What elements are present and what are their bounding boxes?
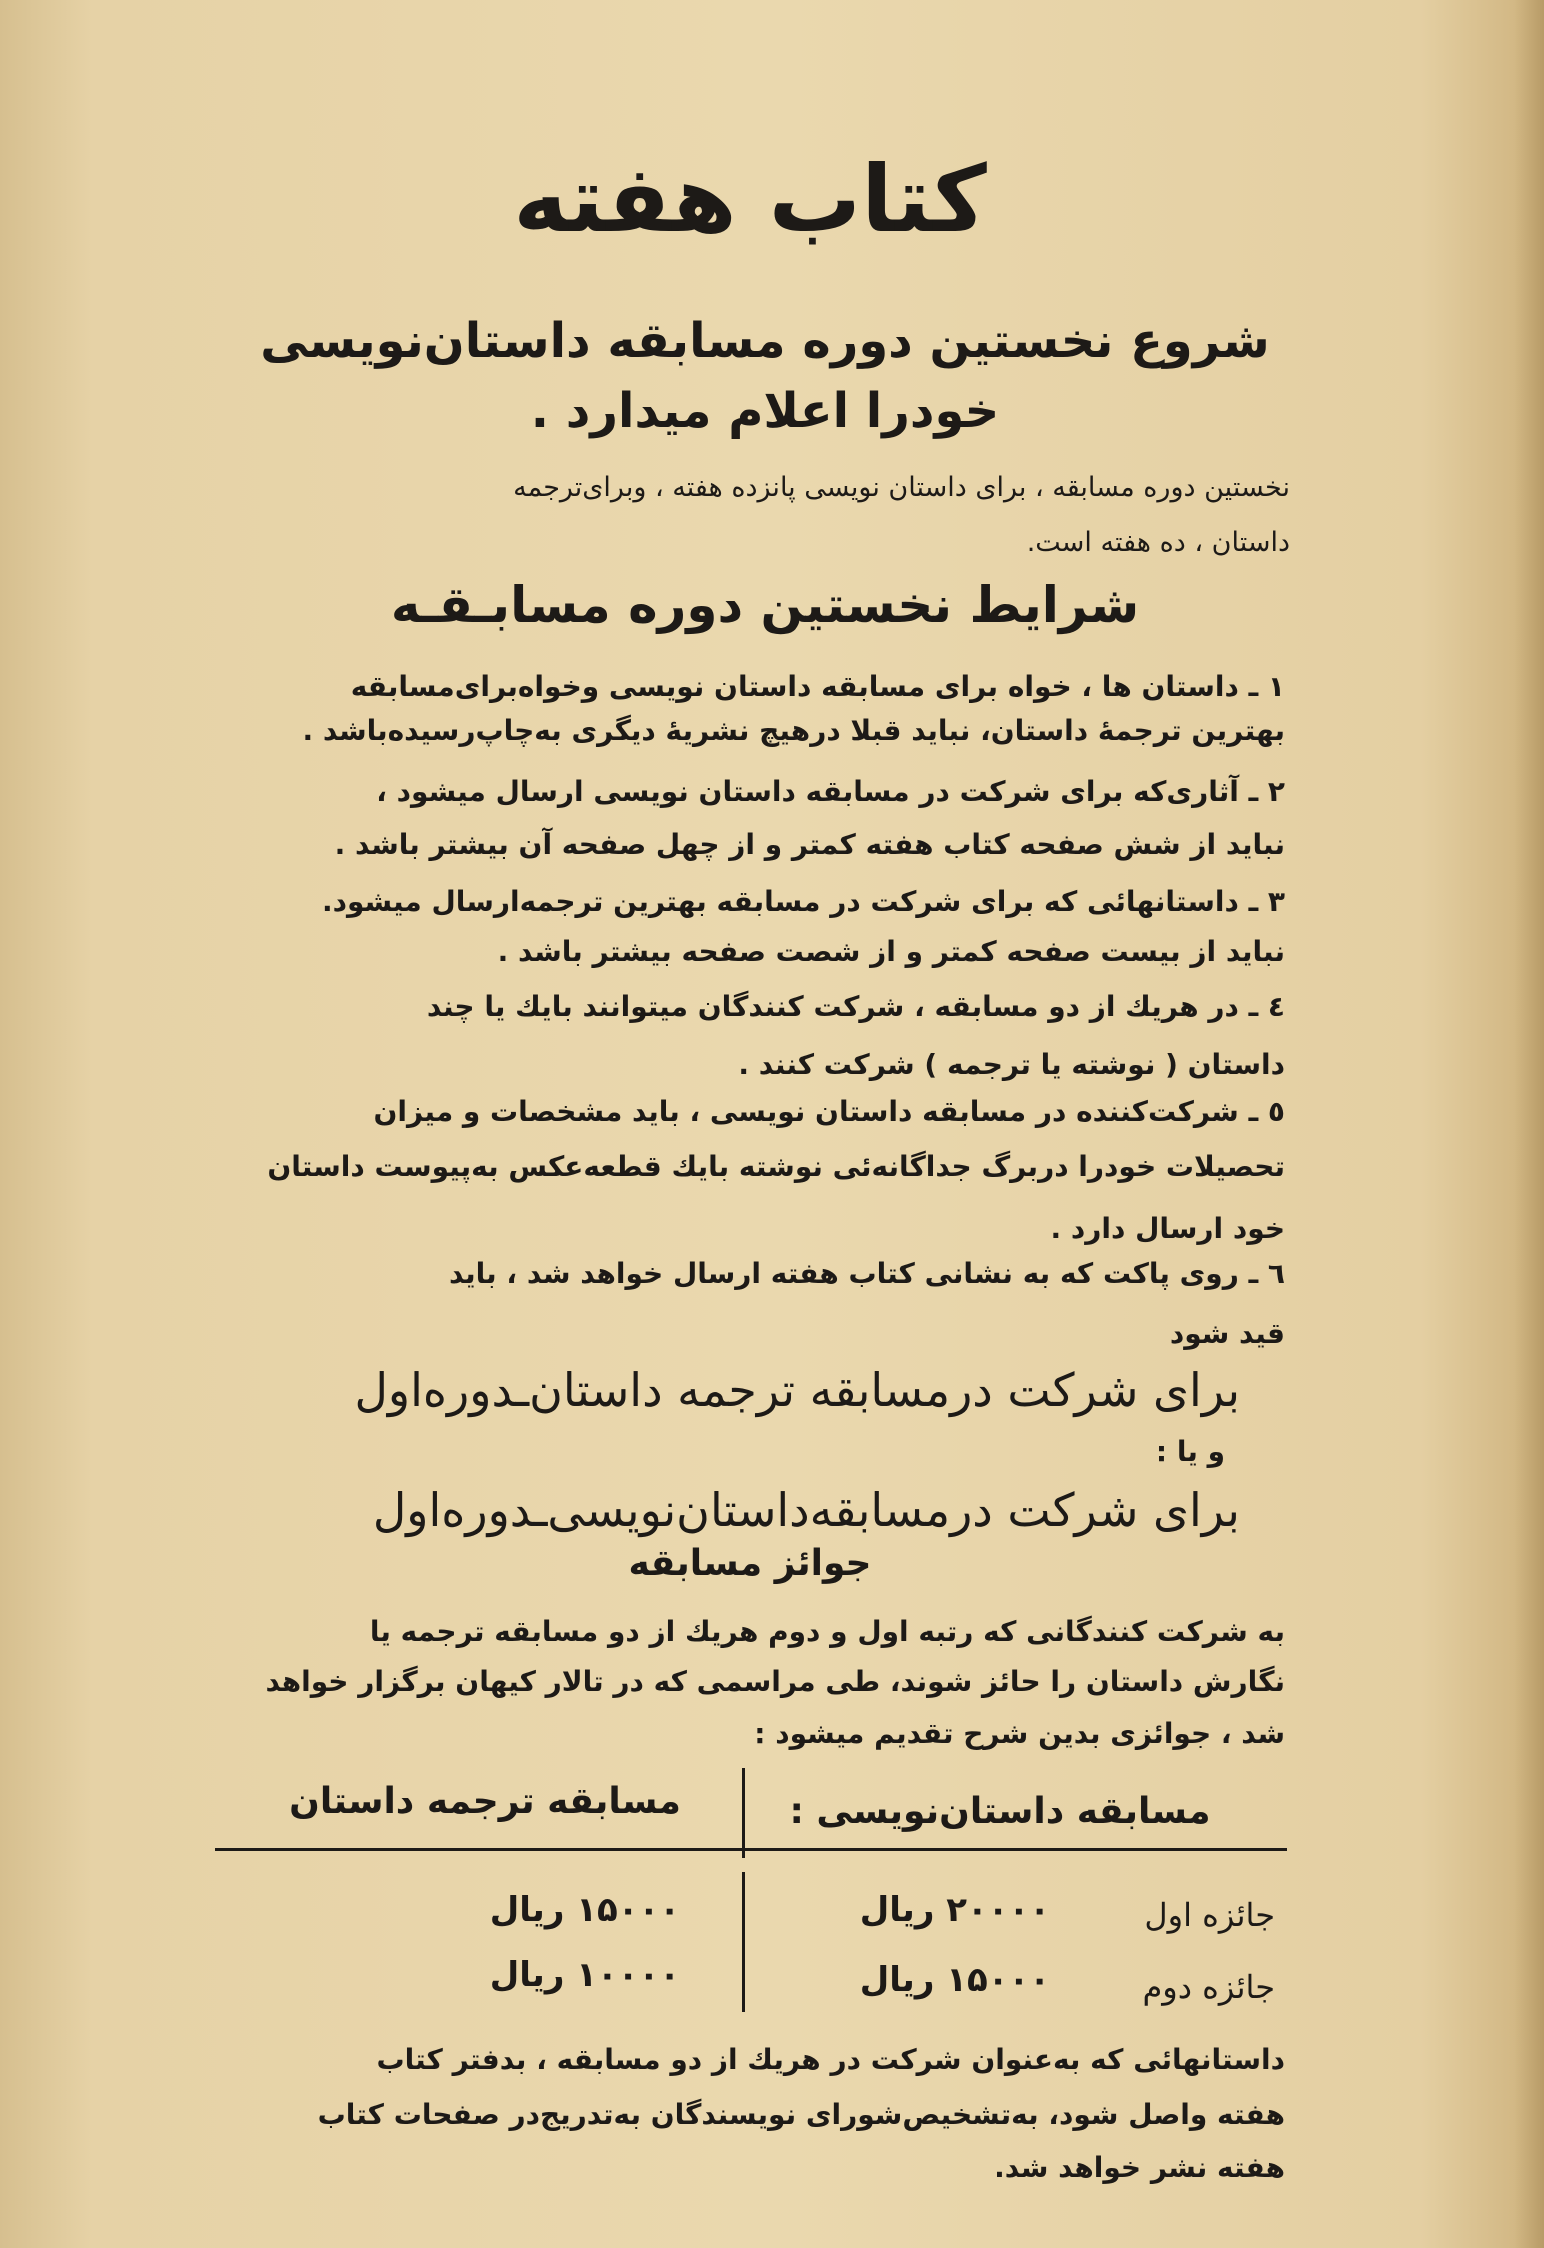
condition-line: داستان ( نوشته یا ترجمه ) شرکت کنند . [738, 1048, 1285, 1081]
table-header-translation: مسابقه ترجمه داستان [289, 1781, 681, 1822]
subtitle-line-1: شروع نخستین دوره مسابقه داستان‌نویسی [260, 313, 1270, 369]
prizes-intro-line: به شرکت کنندگانی که رتبه اول و دوم هریك از دو مسابقه ترجمه یا [369, 1615, 1285, 1648]
condition-line: ٦ ـ روی پاکت که به نشانی کتاب هفته ارسال خواهد شد ، باید [448, 1257, 1285, 1290]
prizes-intro-line: شد ، جوائزی بدین شرح تقدیم میشود : [754, 1717, 1285, 1750]
condition-line: نباید از شش صفحه کتاب هفته کمتر و از چهل صفحه آن بیشتر باشد . [334, 828, 1285, 861]
condition-line: قید شود [1169, 1317, 1285, 1350]
prize-story-second: ۱۵۰۰۰ ریال [859, 1960, 1050, 2000]
condition-line: تحصیلات خودرا دربرگ جداگانه‌ئی نوشته بایك قطعه‌عکس به‌پیوست داستان [267, 1150, 1285, 1183]
table-header-story: مسابقه داستان‌نویسی : [789, 1791, 1211, 1832]
prize-translation-second: ۱۰۰۰۰ ریال [489, 1955, 680, 1995]
final-note-line: هفته نشر خواهد شد. [994, 2151, 1285, 2184]
conditions-title: شرایط نخستین دوره مسابـقـه [390, 576, 1140, 634]
masthead-title: كتاب هفته [513, 146, 987, 253]
condition-line: ۲ ـ آثاری‌که برای شرکت در مسابقه داستان نویسی ارسال میشود ، [376, 775, 1285, 808]
final-note-line: هفته واصل شود، به‌تشخیص‌شورای نویسندگان به‌تدریج‌در صفحات کتاب [317, 2098, 1285, 2131]
condition-line: ۳ ـ داستانهائی که برای شرکت در مسابقه بهترین ترجمه‌ارسال میشود. [321, 885, 1285, 918]
intro-line-2: داستان ، ده هفته است. [1026, 527, 1290, 558]
condition-line: خود ارسال دارد . [1050, 1212, 1285, 1245]
condition-line: ۱ ـ داستان ها ، خواه برای مسابقه داستان نویسی وخواه‌برای‌مسابقه [350, 670, 1285, 703]
condition-line: ٥ ـ شرکت‌کننده در مسابقه داستان نویسی ، باید مشخصات و میزان [373, 1095, 1285, 1128]
prize-translation-first: ۱۵۰۰۰ ریال [489, 1890, 680, 1930]
condition-line: بهترین ترجمهٔ داستان، نباید قبلا درهیچ نشریهٔ دیگری به‌چاپ‌رسیده‌باشد . [302, 714, 1285, 747]
prizes-intro-line: نگارش داستان را حائز شوند، طی مراسمی که در تالار کیهان برگزار خواهد [265, 1665, 1285, 1698]
table-divider-top [742, 1768, 745, 1858]
handwritten-translation-label: برای شرکت درمسابقه ترجمه داستان‌ـدوره‌اول [354, 1363, 1240, 1417]
table-divider-bottom [742, 1872, 745, 2012]
prizes-title: جوائز مسابقه [628, 1543, 872, 1584]
final-note-line: داستانهائی که به‌عنوان شرکت در هریك از دو مسابقه ، بدفتر کتاب [376, 2043, 1285, 2076]
prize-label-second: جائزه دوم [1142, 1968, 1275, 2006]
prize-label-first: جائزه اول [1144, 1896, 1275, 1934]
intro-line-1: نخستین دوره مسابقه ، برای داستان نویسی پانزده هفته ، وبرای‌ترجمه [513, 472, 1290, 503]
condition-line: ٤ ـ در هریك از دو مسابقه ، شرکت کنندگان میتوانند بایك یا چند [426, 990, 1285, 1023]
prize-story-first: ۲۰۰۰۰ ریال [859, 1890, 1050, 1930]
or-text: و یا : [1155, 1435, 1225, 1468]
page-edge-shadow [1514, 0, 1544, 2248]
table-rule [215, 1848, 1287, 1851]
handwritten-story-label: برای شرکت درمسابقه‌داستان‌نویسی‌ـدوره‌اول [372, 1483, 1240, 1537]
subtitle-line-2: خودرا اعلام میدارد . [530, 383, 1000, 439]
condition-line: نباید از بیست صفحه کمتر و از شصت صفحه بیشتر باشد . [497, 935, 1285, 968]
